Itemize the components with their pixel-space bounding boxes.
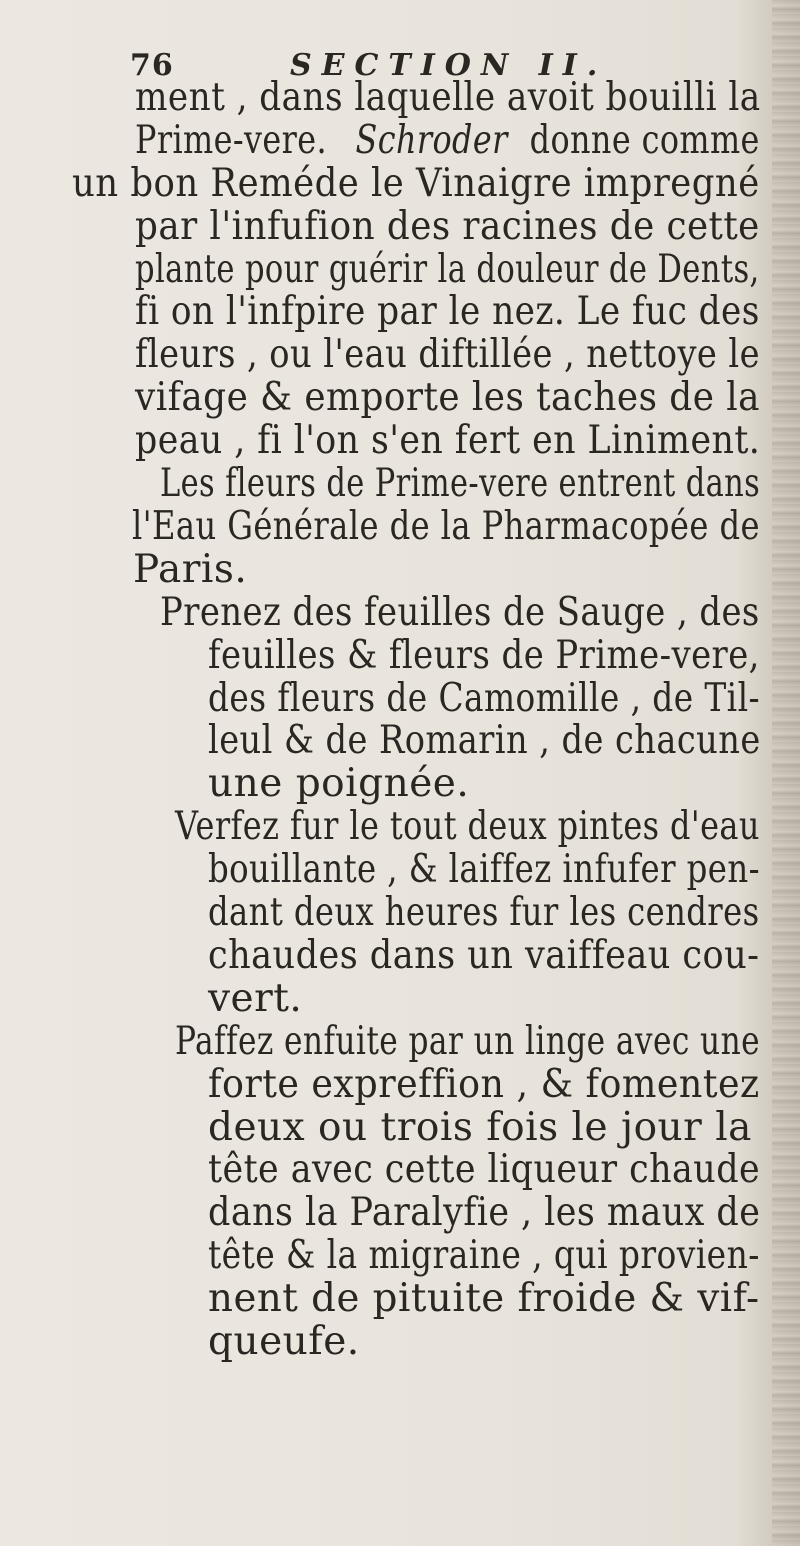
text-line: vert. [208, 976, 303, 1021]
text-line: l'Eau Générale de la Pharmacopée de [132, 504, 760, 549]
text-line: Les fleurs de Prime-vere entrent dans [160, 461, 761, 506]
text-line: nent de pituite froide & vif- [208, 1276, 760, 1321]
page-edge-shadow [772, 0, 800, 1546]
author-name: Schroder [355, 118, 508, 163]
text-line: peau , fi l'on s'en fert en Liniment. [135, 418, 761, 463]
text-line: fleurs , ou l'eau diftillée , nettoye le [135, 332, 761, 377]
text-line: chaudes dans un vaiffeau cou- [208, 933, 760, 978]
text-fragment: donne comme [529, 118, 760, 163]
text-line: Prenez des feuilles de Sauge , des [160, 590, 760, 635]
text-line: queufe. [208, 1319, 360, 1364]
text-line: leul & de Romarin , de chacune [208, 718, 761, 763]
text-line: Paffez enfuite par un linge avec une [175, 1019, 760, 1064]
text-line: bouillante , & laiffez infufer pen- [208, 847, 760, 892]
text-line: deux ou trois fois le jour la [208, 1105, 752, 1150]
text-line: une poignée. [208, 761, 470, 806]
text-line: dant deux heures fur les cendres [208, 890, 760, 935]
text-line: des fleurs de Camomille , de Til- [208, 676, 761, 721]
text-line-with-author [135, 118, 760, 163]
text-line: tête & la migraine , qui provien- [208, 1233, 760, 1278]
text-line: Verfez fur le tout deux pintes d'eau [175, 804, 760, 849]
text-line: un bon Reméde le Vinaigre impregné [72, 161, 760, 206]
text-line: Paris. [133, 547, 248, 592]
text-line: dans la Paralyfie , les maux de [208, 1190, 761, 1235]
text-line: par l'infufion des racines de cette [135, 204, 760, 249]
text-fragment: Prime-vere. [135, 118, 328, 163]
text-line: fi on l'infpire par le nez. Le fuc des [135, 289, 760, 334]
text-line: forte expreffion , & fomentez [208, 1062, 760, 1107]
text-line: vifage & emporte les taches de la [135, 375, 760, 420]
page-number: 76 [130, 48, 174, 83]
text-line: ment , dans laquelle avoit bouilli la [135, 75, 761, 120]
text-line: plante pour guérir la douleur de Dents, [135, 247, 760, 292]
text-line: tête avec cette liqueur chaude [208, 1147, 761, 1192]
section-title: SECTION II. [290, 48, 608, 83]
text-line: feuilles & fleurs de Prime-vere, [208, 633, 760, 678]
